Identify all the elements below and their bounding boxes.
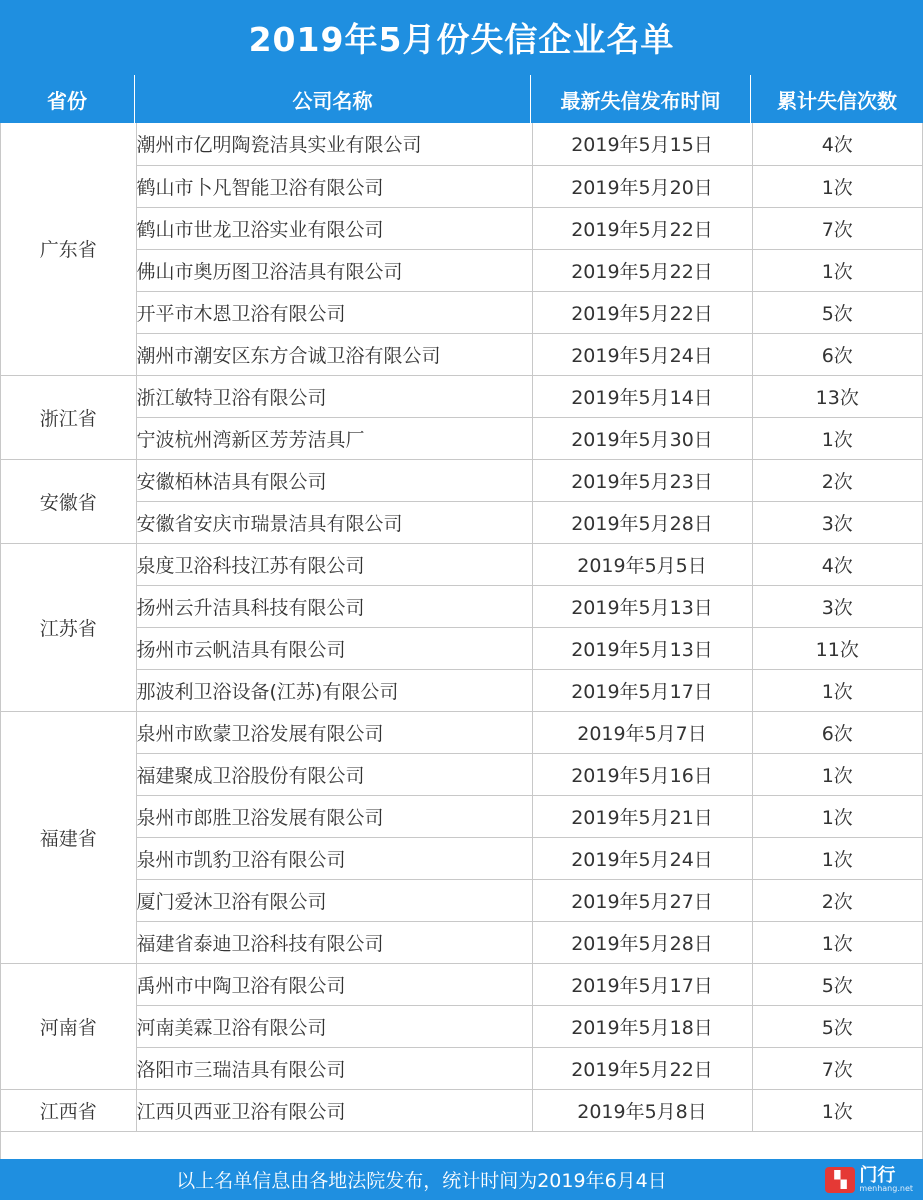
date-cell: 2019年5月24日	[532, 333, 752, 375]
company-cell: 江西贝西亚卫浴有限公司	[136, 1089, 532, 1131]
count-cell: 11次	[752, 627, 922, 669]
logo-mark-icon: ▚	[825, 1167, 855, 1193]
table-row	[1, 753, 922, 795]
date-cell: 2019年5月5日	[532, 543, 752, 585]
count-cell: 5次	[752, 291, 922, 333]
table-row	[1, 459, 922, 501]
table-row	[1, 291, 922, 333]
header-date: 最新失信发布时间	[531, 75, 751, 123]
province-cell: 浙江省	[1, 375, 136, 459]
count-cell: 6次	[752, 711, 922, 753]
company-cell: 禹州市中陶卫浴有限公司	[136, 963, 532, 1005]
table-row	[1, 669, 922, 711]
province-cell: 广东省	[1, 123, 136, 375]
table-row	[1, 627, 922, 669]
logo-text-block	[859, 1164, 913, 1193]
company-cell: 扬州云升洁具科技有限公司	[136, 585, 532, 627]
province-cell: 安徽省	[1, 459, 136, 543]
company-cell: 泉州市郎胜卫浴发展有限公司	[136, 795, 532, 837]
company-cell: 佛山市奥历图卫浴洁具有限公司	[136, 249, 532, 291]
date-cell: 2019年5月20日	[532, 165, 752, 207]
date-cell: 2019年5月17日	[532, 963, 752, 1005]
date-cell: 2019年5月18日	[532, 1005, 752, 1047]
table-row	[1, 963, 922, 1005]
header-company: 公司名称	[135, 75, 531, 123]
table-row	[1, 375, 922, 417]
table-row	[1, 501, 922, 543]
company-cell: 宁波杭州湾新区芳芳洁具厂	[136, 417, 532, 459]
company-cell: 鹤山市卜凡智能卫浴有限公司	[136, 165, 532, 207]
count-cell: 13次	[752, 375, 922, 417]
table-row	[1, 417, 922, 459]
company-cell: 安徽栢林洁具有限公司	[136, 459, 532, 501]
date-cell: 2019年5月23日	[532, 459, 752, 501]
table-row	[1, 1089, 922, 1131]
province-cell: 福建省	[1, 711, 136, 963]
date-cell: 2019年5月22日	[532, 1047, 752, 1089]
date-cell: 2019年5月28日	[532, 921, 752, 963]
table-row	[1, 333, 922, 375]
date-cell: 2019年5月7日	[532, 711, 752, 753]
count-cell: 6次	[752, 333, 922, 375]
company-cell: 潮州市潮安区东方合诚卫浴有限公司	[136, 333, 532, 375]
company-cell: 鹤山市世龙卫浴实业有限公司	[136, 207, 532, 249]
company-table	[1, 123, 922, 1132]
company-cell: 那波利卫浴设备(江苏)有限公司	[136, 669, 532, 711]
company-cell: 泉州市凯豹卫浴有限公司	[136, 837, 532, 879]
table-row	[1, 249, 922, 291]
table-row	[1, 123, 922, 165]
company-cell: 浙江敏特卫浴有限公司	[136, 375, 532, 417]
table-row	[1, 543, 922, 585]
date-cell: 2019年5月22日	[532, 249, 752, 291]
table-row	[1, 165, 922, 207]
province-cell: 江西省	[1, 1089, 136, 1131]
count-cell: 5次	[752, 1005, 922, 1047]
count-cell: 1次	[752, 669, 922, 711]
count-cell: 7次	[752, 1047, 922, 1089]
count-cell: 1次	[752, 1089, 922, 1131]
date-cell: 2019年5月27日	[532, 879, 752, 921]
company-cell: 河南美霖卫浴有限公司	[136, 1005, 532, 1047]
header-count: 累计失信次数	[777, 88, 897, 113]
company-cell: 扬州市云帆洁具有限公司	[136, 627, 532, 669]
count-cell: 1次	[752, 795, 922, 837]
footer-note: 以上名单信息由各地法院发布，统计时间为2019年6月4日	[176, 1170, 667, 1192]
count-cell: 4次	[752, 123, 922, 165]
count-cell: 1次	[752, 249, 922, 291]
date-cell: 2019年5月24日	[532, 837, 752, 879]
company-cell: 泉州市欧蒙卫浴发展有限公司	[136, 711, 532, 753]
table-row	[1, 1047, 922, 1089]
count-cell: 3次	[752, 501, 922, 543]
logo-sub: menhang.net	[859, 1183, 913, 1193]
count-cell: 1次	[752, 165, 922, 207]
page-title: 2019年5月份失信企业名单	[0, 0, 923, 75]
date-cell: 2019年5月13日	[532, 627, 752, 669]
date-cell: 2019年5月28日	[532, 501, 752, 543]
table-row	[1, 1005, 922, 1047]
table-row	[1, 921, 922, 963]
count-cell: 2次	[752, 879, 922, 921]
table-row	[1, 207, 922, 249]
count-cell: 1次	[752, 921, 922, 963]
table-row	[1, 837, 922, 879]
date-cell: 2019年5月30日	[532, 417, 752, 459]
count-cell: 1次	[752, 837, 922, 879]
header-province: 省份	[0, 75, 135, 123]
date-cell: 2019年5月14日	[532, 375, 752, 417]
company-cell: 泉度卫浴科技江苏有限公司	[136, 543, 532, 585]
date-cell: 2019年5月15日	[532, 123, 752, 165]
company-cell: 福建省泰迪卫浴科技有限公司	[136, 921, 532, 963]
province-cell: 江苏省	[1, 543, 136, 711]
count-cell: 4次	[752, 543, 922, 585]
province-cell: 河南省	[1, 963, 136, 1089]
count-cell: 1次	[752, 753, 922, 795]
date-cell: 2019年5月22日	[532, 291, 752, 333]
company-cell: 福建聚成卫浴股份有限公司	[136, 753, 532, 795]
company-cell: 洛阳市三瑞洁具有限公司	[136, 1047, 532, 1089]
table-row	[1, 795, 922, 837]
company-cell: 开平市木恩卫浴有限公司	[136, 291, 532, 333]
table-row	[1, 585, 922, 627]
count-cell: 7次	[752, 207, 922, 249]
count-cell: 2次	[752, 459, 922, 501]
table-header	[0, 75, 923, 123]
table-row	[1, 879, 922, 921]
date-cell: 2019年5月21日	[532, 795, 752, 837]
site-logo	[825, 1162, 913, 1197]
company-cell: 厦门爱沐卫浴有限公司	[136, 879, 532, 921]
table-row	[1, 711, 922, 753]
count-cell: 5次	[752, 963, 922, 1005]
date-cell: 2019年5月22日	[532, 207, 752, 249]
date-cell: 2019年5月17日	[532, 669, 752, 711]
logo-text: 门行	[859, 1164, 896, 1186]
date-cell: 2019年5月8日	[532, 1089, 752, 1131]
date-cell: 2019年5月16日	[532, 753, 752, 795]
footer-bar	[0, 1159, 923, 1200]
table-body	[0, 123, 923, 1159]
company-cell: 安徽省安庆市瑞景洁具有限公司	[136, 501, 532, 543]
count-cell: 1次	[752, 417, 922, 459]
date-cell: 2019年5月13日	[532, 585, 752, 627]
company-cell: 潮州市亿明陶瓷洁具实业有限公司	[136, 123, 532, 165]
count-cell: 3次	[752, 585, 922, 627]
